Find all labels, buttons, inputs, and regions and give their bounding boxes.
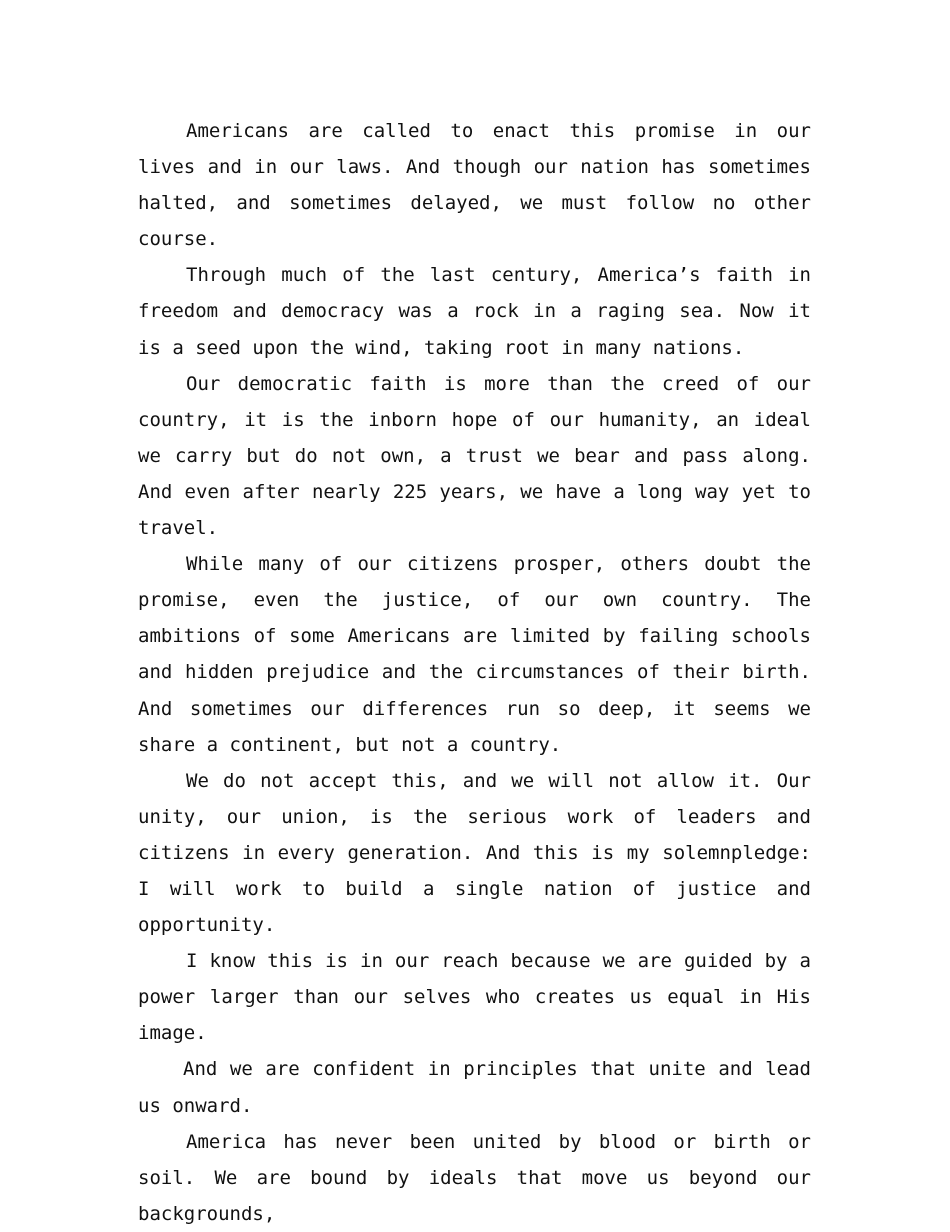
paragraph: Americans are called to enact this promise in our lives and in our laws. And though our nation has sometimes halted, and sometimes delayed, we must follow no other course. (138, 120, 811, 251)
paragraph: And we are confident in principles that unite and lead us onward. (138, 1058, 811, 1117)
paragraph: We do not accept this, and we will not allow it. Our unity, our union, is the serious work of leaders and citizens in every generation. And this is my solemnpledge: I will work to build a single nation of justice and opportunity. (138, 769, 811, 937)
paragraph: America has never been united by blood or birth or soil. We are bound by ideals that move us beyond our backgrounds, (138, 1130, 811, 1225)
paragraph: I know this is in our reach because we are guided by a power larger than our selves who creates us equal in His image. (138, 950, 811, 1045)
document-body (138, 113, 811, 1232)
paragraph: Our democratic faith is more than the creed of our country, it is the inborn hope of our humanity, an ideal we carry but do not own, a trust we bear and pass along. And even after nearly 225 years, we have a long way yet to travel. (138, 372, 811, 540)
paragraph: While many of our citizens prosper, others doubt the promise, even the justice, of our own country. The ambitions of some Americans are limited by failing schools and hidden prejudice and the circumstances of their birth. And sometimes our differences run so deep, it seems we share a continent, but not a country. (138, 553, 811, 756)
paragraph: Through much of the last century, America’s faith in freedom and democracy was a rock in a raging sea. Now it is a seed upon the wind, taking root in many nations. (138, 264, 811, 359)
